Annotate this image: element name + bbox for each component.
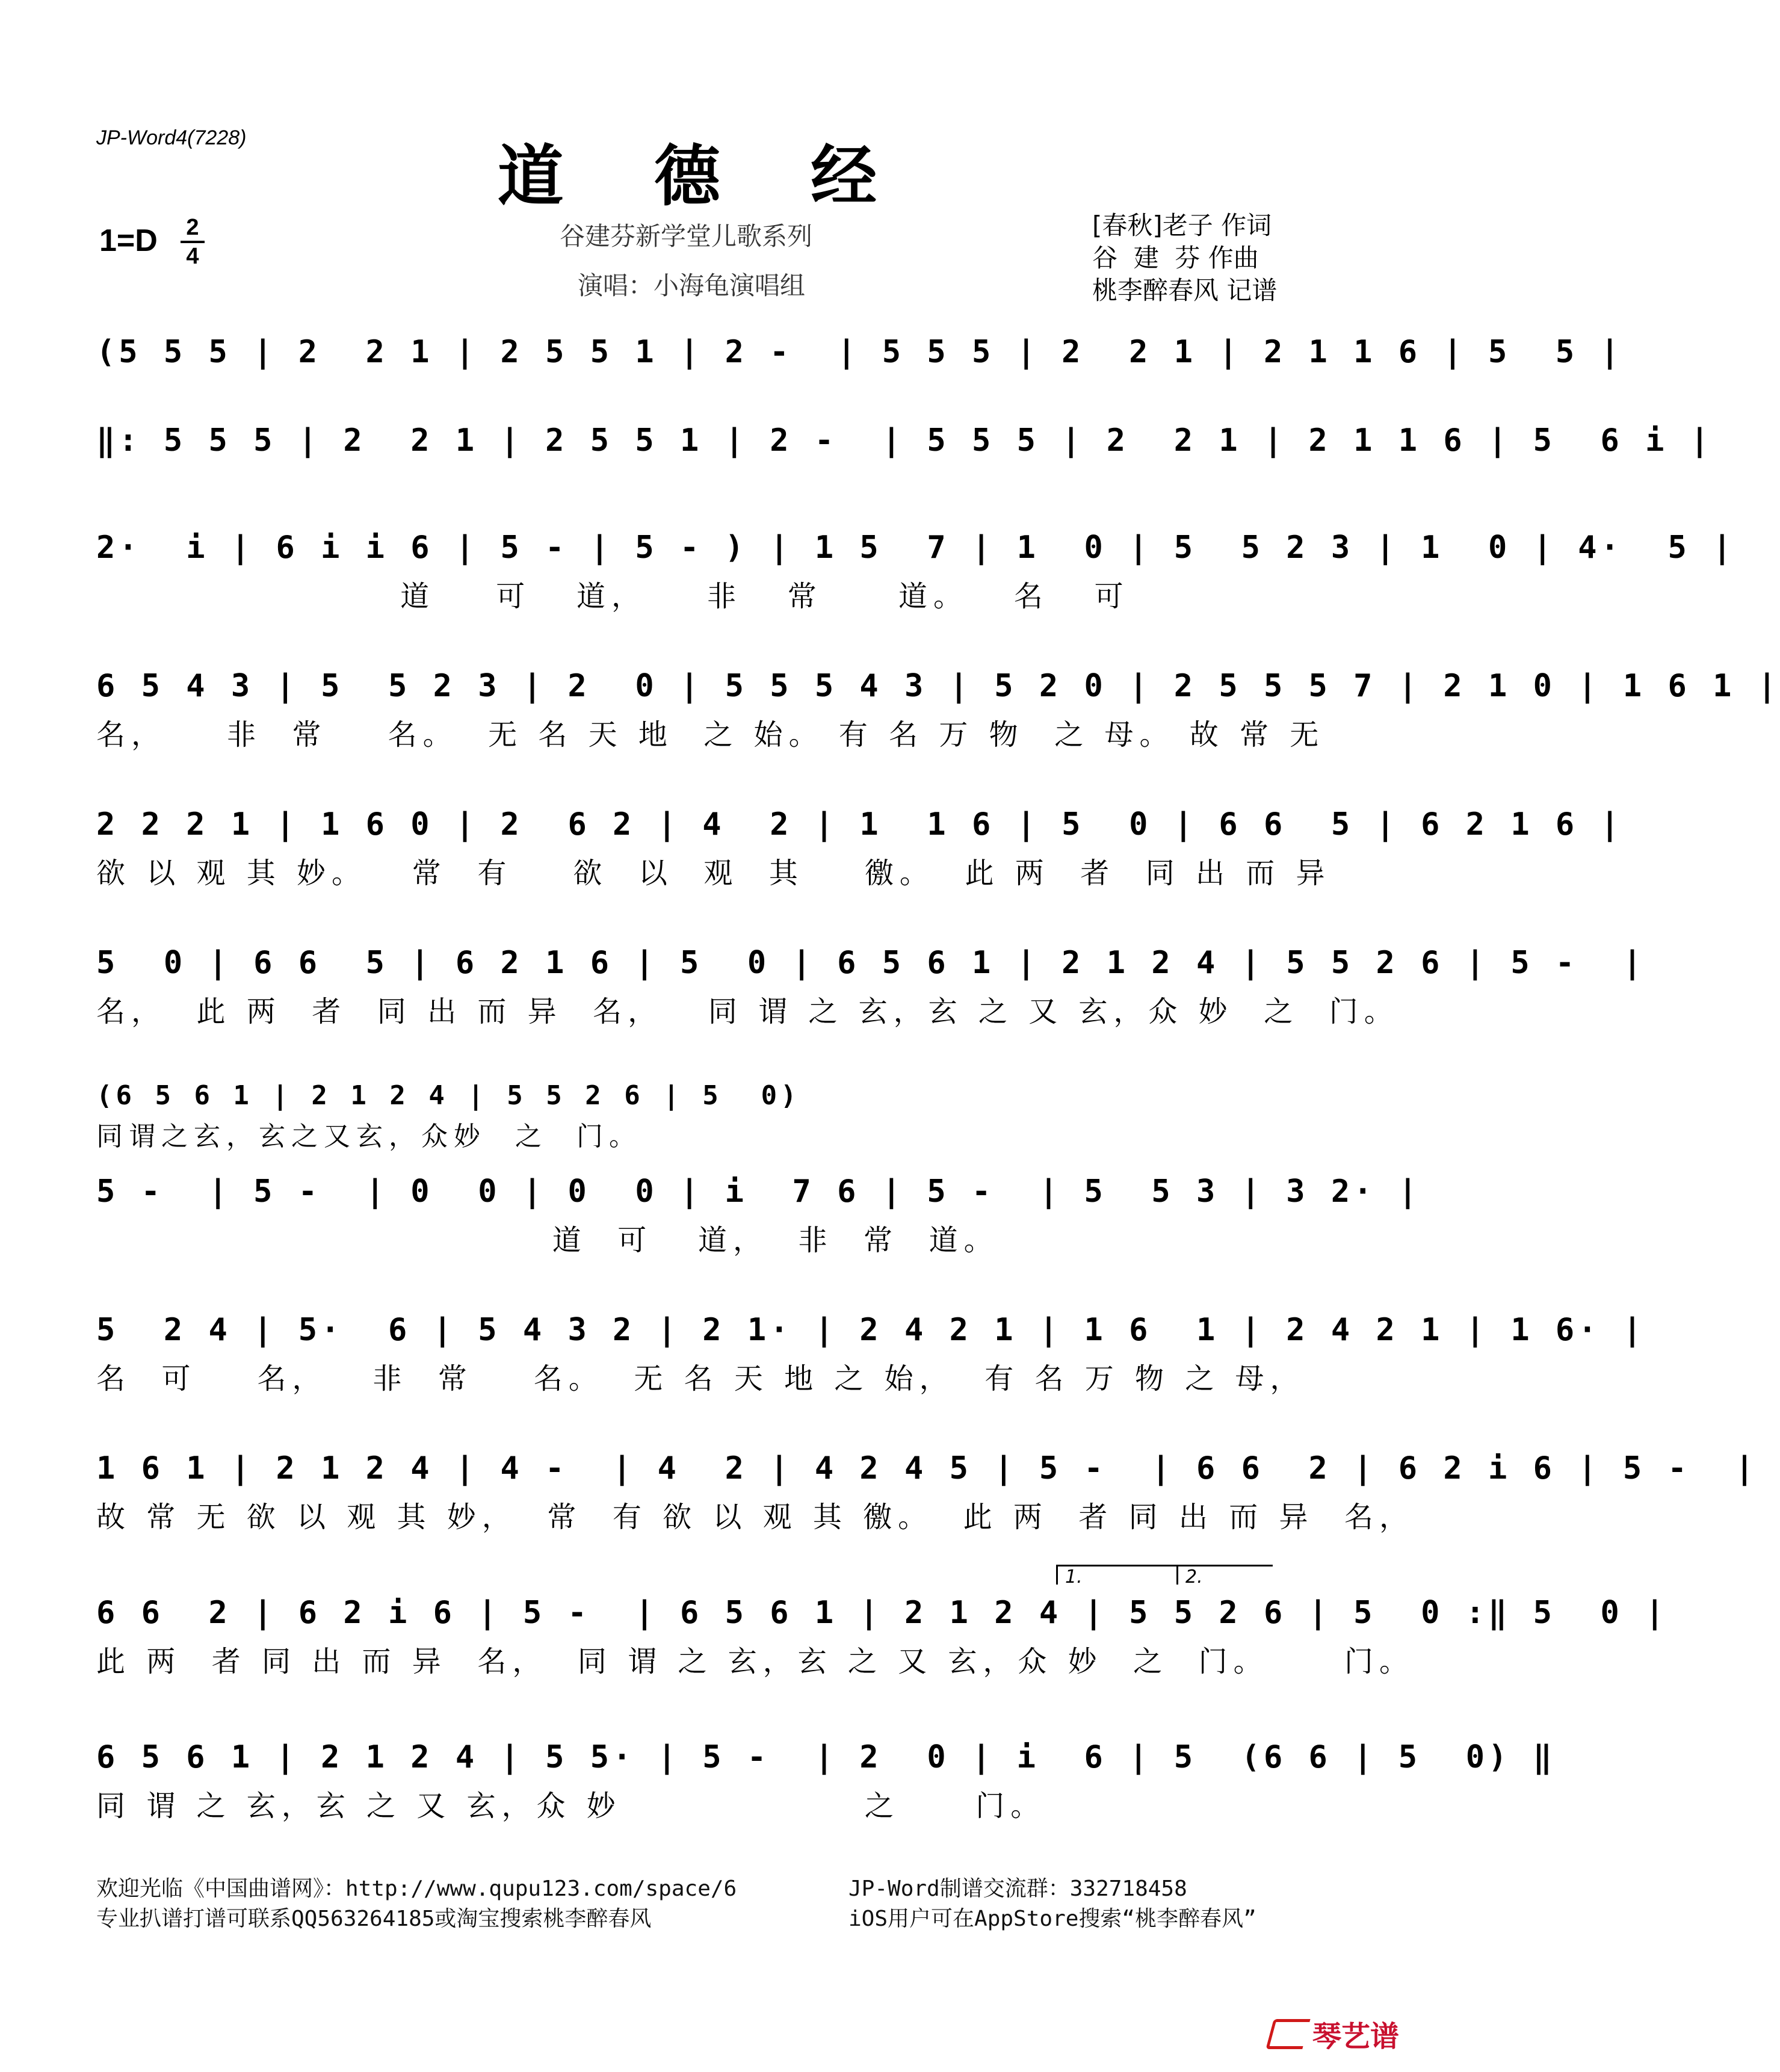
- time-signature: [181, 215, 205, 268]
- lyrics-line: 名， 此 两 者 同 出 而 异 名， 同 谓 之 玄，玄 之 又 玄，众 妙 之 门。: [96, 995, 1399, 1028]
- key-signature: 1=D: [99, 223, 158, 258]
- score-title: 道 德 经: [497, 137, 911, 215]
- volta-brackets: [1056, 1565, 1273, 1588]
- notes-line: (5 5 5 | 2 2 1 | 2 5 5 1 | 2 - | 5 5 5 | 2 2 1 | 2 1 1 6 | 5 5 |: [96, 334, 1623, 370]
- volta-first: 1.: [1056, 1566, 1173, 1585]
- notes-line: (6 5 6 1 | 2 1 2 4 | 5 5 2 6 | 5 0): [96, 1080, 800, 1111]
- singer: 演唱：小海龟演唱组: [578, 271, 806, 300]
- notes-line: 2 2 2 1 | 1 6 0 | 2 6 2 | 4 2 | 1 1 6 | 5 0 | 6 6 5 | 6 2 1 6 |: [96, 806, 1623, 843]
- lyrics-line: 同谓之玄，玄之又玄，众妙 之 门。: [96, 1121, 641, 1152]
- notes-line: 6 5 6 1 | 2 1 2 4 | 5 5· | 5 - | 2 0 | i 6 | 5 (6 6 | 5 0) ‖: [96, 1739, 1556, 1775]
- notes-line: 6 5 4 3 | 5 5 2 3 | 2 0 | 5 5 5 4 3 | 5 2 0 | 2 5 5 5 7 | 2 1 0 | 1 6 1 |: [96, 668, 1780, 704]
- credit-music: 谷 建 芬 作曲: [1092, 243, 1259, 273]
- lyrics-line: 欲 以 观 其 妙。 常 有 欲 以 观 其 徼。 此 两 者 同 出 而 异: [96, 856, 1331, 890]
- logo-icon: [1265, 2019, 1310, 2049]
- brand-logo: [1270, 2013, 1399, 2055]
- meter-bottom: 4: [186, 244, 199, 269]
- footer-website: 欢迎光临《中国曲谱网》：http://www.qupu123.com/space/6: [96, 1876, 737, 1901]
- notes-line: 1 6 1 | 2 1 2 4 | 4 - | 4 2 | 4 2 4 5 | 5 - | 6 6 2 | 6 2 i 6 | 5 - |: [96, 1450, 1758, 1486]
- notes-line: 2· i | 6 i i 6 | 5 - | 5 - ) | 1 5 7 | 1 0 | 5 5 2 3 | 1 0 | 4· 5 |: [96, 530, 1735, 566]
- notes-line: 5 2 4 | 5· 6 | 5 4 3 2 | 2 1· | 2 4 2 1 | 1 6 1 | 2 4 2 1 | 1 6· |: [96, 1312, 1646, 1348]
- credit-lyrics: [春秋]老子 作词: [1092, 211, 1272, 240]
- lyrics-line: 此 两 者 同 出 而 异 名， 同 谓 之 玄，玄 之 又 玄，众 妙 之 门。 门。: [96, 1645, 1414, 1678]
- subtitle: 谷建芬新学堂儿歌系列: [560, 221, 813, 251]
- lyrics-line: 道 可 道， 非 常 道。: [96, 1223, 999, 1257]
- lyrics-line: 名 可 名， 非 常 名。 无 名 天 地 之 始， 有 名 万 物 之 母，: [96, 1362, 1305, 1396]
- meter-top: 2: [186, 215, 199, 240]
- notes-line: 5 0 | 6 6 5 | 6 2 1 6 | 5 0 | 6 5 6 1 | 2 1 2 4 | 5 5 2 6 | 5 - |: [96, 945, 1646, 981]
- lyrics-line: 故 常 无 欲 以 观 其 妙， 常 有 欲 以 观 其 徼。 此 两 者 同 出 而 异 名，: [96, 1500, 1414, 1534]
- logo-text: 琴艺谱: [1312, 2020, 1400, 2053]
- credit-notation: 桃李醉春风 记谱: [1092, 276, 1278, 305]
- lyrics-line: 同 谓 之 玄，玄 之 又 玄，众 妙 之 门。: [96, 1789, 1046, 1823]
- lyrics-line: 道 可 道， 非 常 道。 名 可: [96, 580, 1129, 613]
- footer-contact: 专业扒谱打谱可联系QQ563264185或淘宝搜索桃李醉春风: [96, 1907, 652, 1931]
- lyrics-line: 名， 非 常 名。 无 名 天 地 之 始。 有 名 万 物 之 母。 故 常 无: [96, 718, 1325, 752]
- volta-second: 2.: [1176, 1566, 1282, 1585]
- footer-ios: iOS用户可在AppStore搜索“桃李醉春风”: [848, 1907, 1256, 1931]
- notes-line: ‖: 5 5 5 | 2 2 1 | 2 5 5 1 | 2 - | 5 5 5 | 2 2 1 | 2 1 1 6 | 5 6 i |: [96, 422, 1713, 459]
- notes-line: 6 6 2 | 6 2 i 6 | 5 - | 6 5 6 1 | 2 1 2 4 | 5 5 2 6 | 5 0 :‖ 5 0 |: [96, 1595, 1668, 1631]
- notes-line: 5 - | 5 - | 0 0 | 0 0 | i 7 6 | 5 - | 5 5 3 | 3 2· |: [96, 1174, 1421, 1210]
- footer-group: JP-Word制谱交流群：332718458: [848, 1876, 1187, 1901]
- software-label: JP-Word4(7228): [96, 126, 247, 149]
